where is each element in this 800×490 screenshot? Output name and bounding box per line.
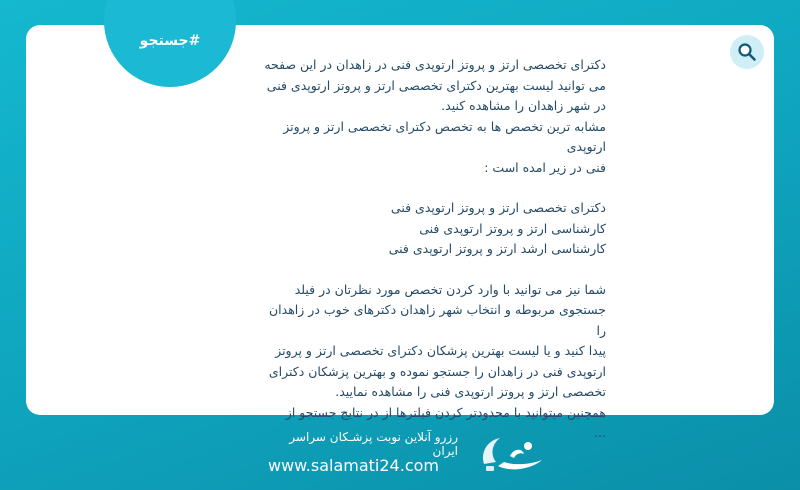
footer-tagline: رزرو آنلاین نوبت پزشـکان سراسر ایران — [289, 430, 458, 458]
search-button[interactable] — [730, 35, 764, 69]
outro-line: پیدا کنید و یا لیست بهترین پزشکان دکترای تخصصی ارتز و پروتز — [275, 343, 606, 358]
search-icon — [737, 42, 757, 62]
outro-line: تخصصی ارتز و پروتز ارتوپدی فنی را مشاهده نمایید. — [335, 384, 606, 399]
outro-line: ارتوپدی فنی در زاهدان را جستجو نموده و بهترین پزشکان دکترای — [268, 363, 606, 379]
footer-url[interactable]: www.salamati24.com — [268, 456, 439, 475]
intro-line: دکترای تخصصی ارتز و پروتز ارتوپدی فنی در زاهدان در این صفحه — [264, 57, 606, 72]
related-specialty-link[interactable]: کارشناسی ارتز و پروتز ارتوپدی فنی — [419, 220, 606, 236]
salamati-logo — [470, 426, 550, 480]
content-card — [26, 25, 774, 440]
intro-line: می توانید لیست بهترین دکترای تخصصی ارتز و پروتز ارتوپدی فنی — [266, 77, 606, 93]
spacer — [256, 178, 606, 198]
outro-line: همچنین میتوانید با محدودتر کردن فیلترها از در نتایج جستجو از — [285, 404, 606, 420]
outro-ellipsis: ... — [594, 425, 606, 440]
search-tag-label[interactable]: #جستجو — [139, 33, 201, 49]
related-specialty-link[interactable]: کارشناسی ارشد ارتز و پروتز ارتوپدی فنی — [388, 241, 606, 256]
intro-line: در شهر زاهدان را مشاهده کنید. — [441, 98, 606, 113]
intro-line: مشابه ترین تخصص ها به تخصص دکترای تخصصی ارتز و پروتز ارتوپدی — [283, 118, 606, 154]
outro-line: جستجوی مربوطه و انتخاب شهر زاهدان دکترهای خوب در زاهدان را — [269, 302, 606, 338]
related-specialty-link[interactable]: دکترای تخصصی ارتز و پروتز ارتوپدی فنی — [390, 200, 606, 215]
intro-line: فنی در زیر امده است : — [484, 159, 606, 175]
description-text — [256, 55, 606, 444]
spacer — [256, 260, 606, 280]
outro-line: شما نیز می توانید با وارد کردن تخصص مورد نظرتان در فیلد — [294, 281, 606, 297]
